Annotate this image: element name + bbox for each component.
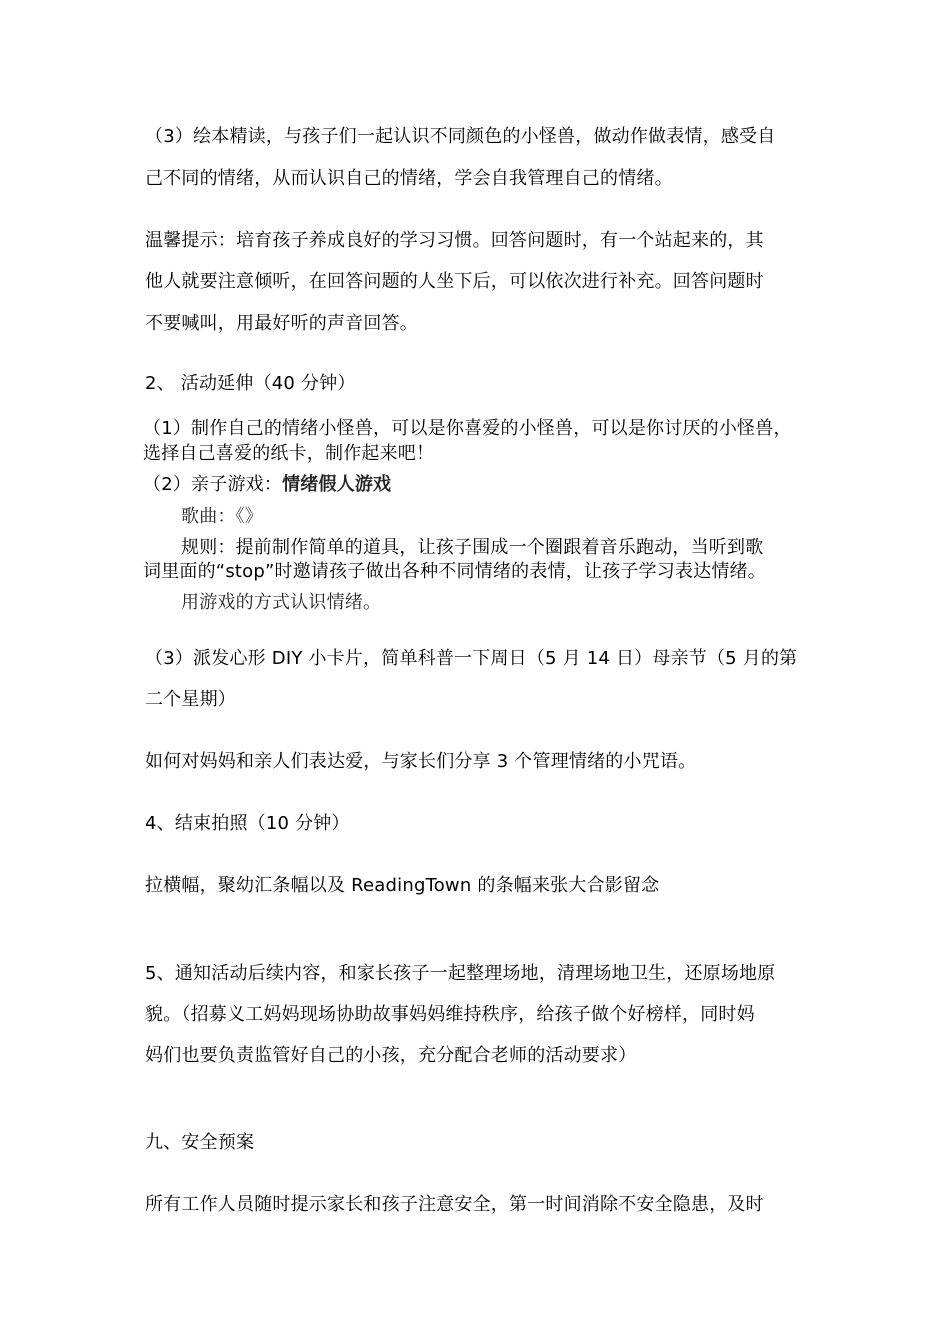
extension-item-2 (143, 474, 391, 496)
extension-item-3-line-1: （3）派发心形 DIY 小卡片，简单科普一下周日（5 月 14 日）母亲节（5 月的第 (145, 648, 798, 669)
extension-item-1-line-2: 选择自己喜爱的纸卡，制作起来吧！ (143, 443, 435, 464)
game-name: 情绪假人游戏 (282, 474, 392, 495)
rules-line-3: 用游戏的方式认识情绪。 (181, 592, 382, 613)
notice-line-1: 5、通知活动后续内容，和家长孩子一起整理场地，清理场地卫生，还原场地原 (145, 963, 776, 984)
express-love-line: 如何对妈妈和亲人们表达爱，与家长们分享 3 个管理情绪的小咒语。 (145, 751, 697, 772)
notice-line-3: 妈们也要负责监管好自己的小孩，充分配合老师的活动要求） (145, 1045, 637, 1066)
ending-body: 拉横幅，聚幼汇条幅以及 ReadingTown 的条幅来张大合影留念 (145, 875, 660, 896)
ending-heading: 4、结束拍照（10 分钟） (145, 813, 350, 834)
song-line: 歌曲：《》 (181, 506, 263, 527)
picture-book-item-3-line-2: 己不同的情绪，从而认识自己的情绪，学会自我管理自己的情绪。 (145, 168, 673, 189)
tip-line-2: 他人就要注意倾听，在回答问题的人坐下后，可以依次进行补充。回答问题时 (145, 271, 764, 292)
rules-line-2: 词里面的“stop”时邀请孩子做出各种不同情绪的表情，让孩子学习表达情绪。 (143, 561, 766, 582)
tip-line-1: 温馨提示：培育孩子养成良好的学习习惯。回答问题时，有一个站起来的，其 (145, 230, 764, 251)
extension-item-1-line-1: （1）制作自己的情绪小怪兽，可以是你喜爱的小怪兽，可以是你讨厌的小怪兽， (143, 418, 792, 439)
safety-line-1: 所有工作人员随时提示家长和孩子注意安全，第一时间消除不安全隐患，及时 (145, 1194, 764, 1215)
rules-line-1: 规则：提前制作简单的道具，让孩子围成一个圈跟着音乐跑动，当听到歌 (181, 537, 764, 558)
tip-line-3: 不要喊叫，用最好听的声音回答。 (145, 313, 418, 334)
extension-heading: 2、 活动延伸（40 分钟） (145, 373, 356, 394)
notice-line-2: 貌。（招募义工妈妈现场协助故事妈妈维持秩序，给孩子做个好榜样，同时妈 (145, 1004, 755, 1025)
safety-heading: 九、安全预案 (145, 1132, 255, 1153)
extension-item-2-prefix: （2）亲子游戏： (143, 474, 283, 495)
extension-item-3-line-2: 二个星期） (145, 689, 236, 710)
picture-book-item-3-line-1: （3）绘本精读，与孩子们一起认识不同颜色的小怪兽，做动作做表情，感受自 (145, 126, 776, 147)
